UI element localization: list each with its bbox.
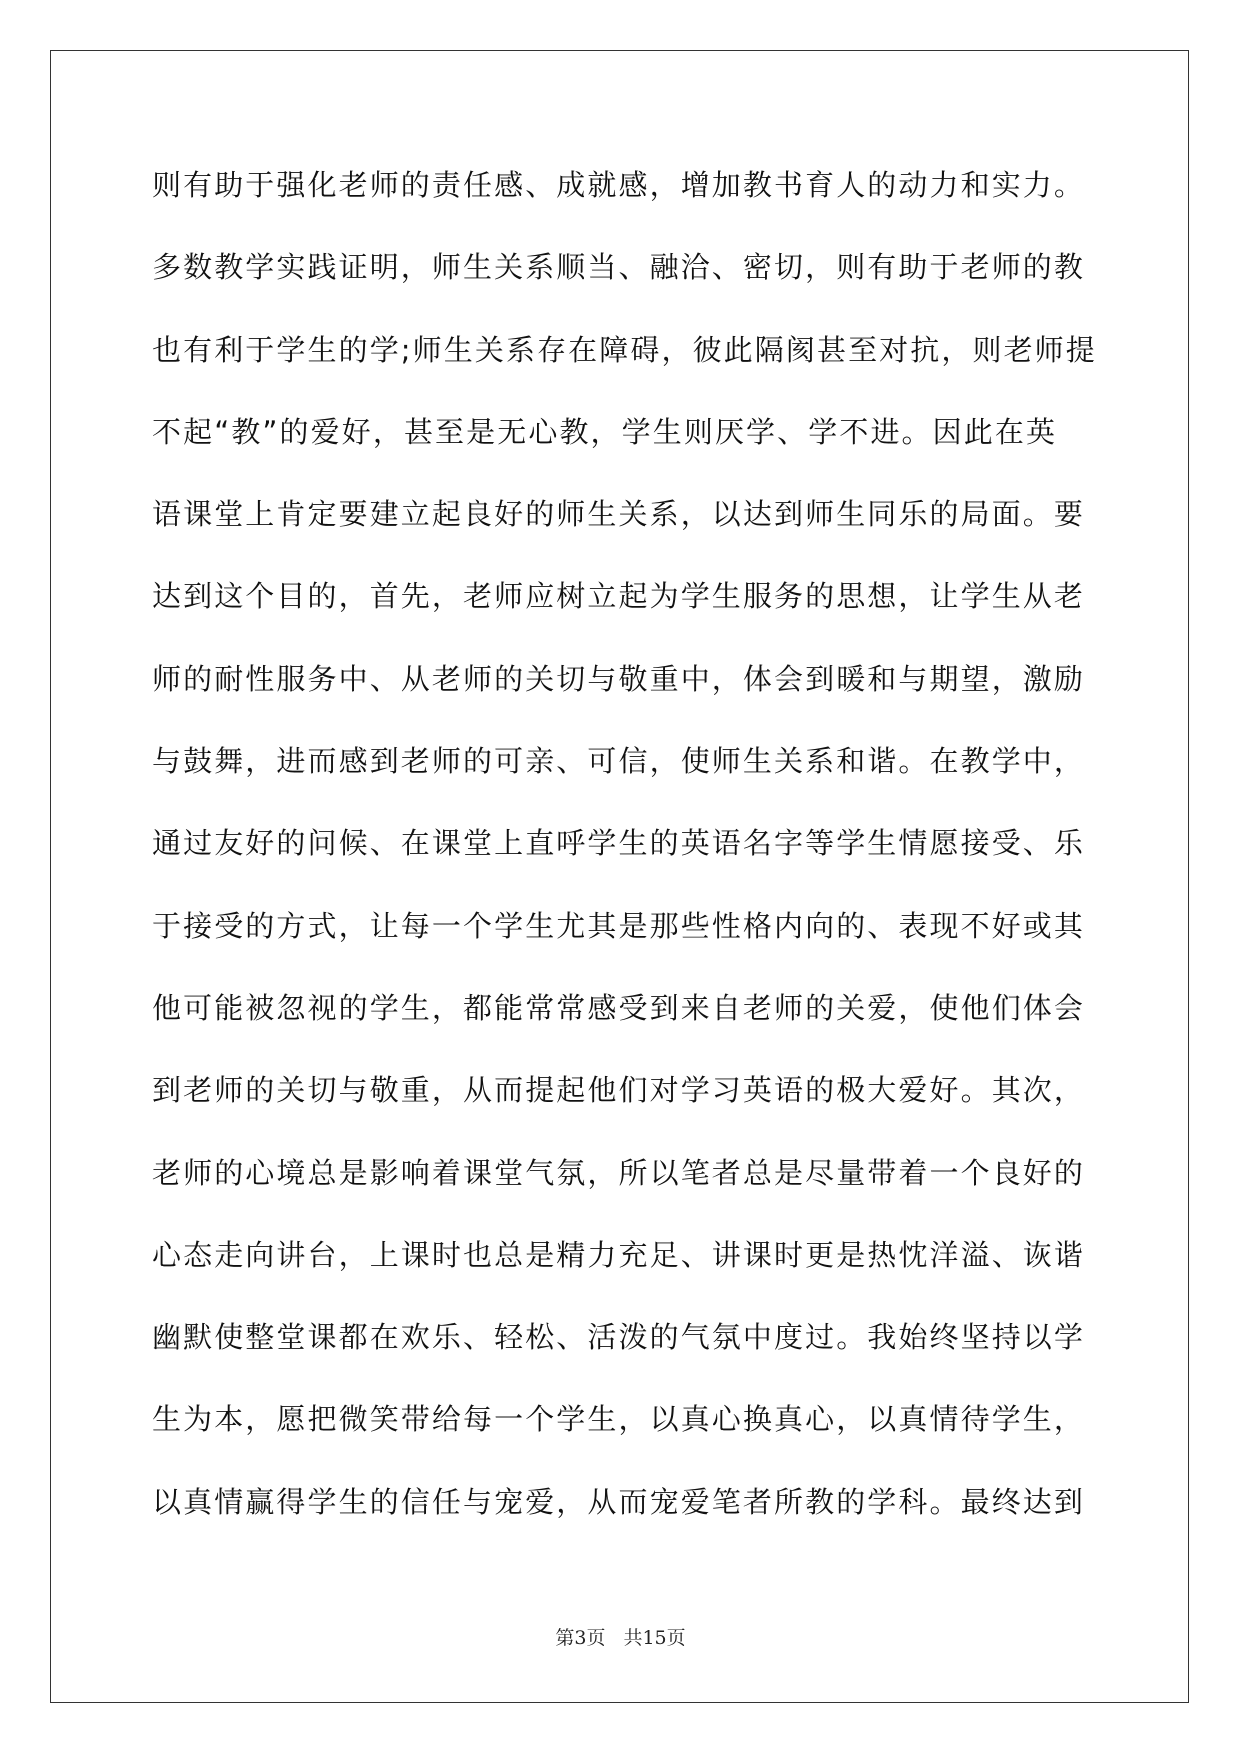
text-line: 达到这个目的，首先，老师应树立起为学生服务的思想，让学生从老 <box>152 579 1086 614</box>
text-line: 也有利于学生的学;师生关系存在障碍，彼此隔阂甚至对抗，则老师提 <box>152 332 1097 367</box>
text-line: 以真情赢得学生的信任与宠爱，从而宠爱笔者所教的学科。最终达到 <box>152 1484 1086 1519</box>
text-line: 他可能被忽视的学生，都能常常感受到来自老师的关爱，使他们体会 <box>152 990 1086 1025</box>
page-total: 共15页 <box>623 1627 686 1649</box>
page-number: 第3页 <box>555 1627 606 1649</box>
text-line: 多数教学实践证明，师生关系顺当、融洽、密切，则有助于老师的教 <box>152 250 1086 285</box>
text-line: 老师的心境总是影响着课堂气氛，所以笔者总是尽量带着一个良好的 <box>152 1155 1086 1190</box>
text-line: 与鼓舞，进而感到老师的可亲、可信，使师生关系和谐。在教学中， <box>152 744 1086 779</box>
text-line: 心态走向讲台，上课时也总是精力充足、讲课时更是热忱洋溢、诙谐 <box>152 1237 1086 1272</box>
text-line: 不起“教”的爱好，甚至是无心教，学生则厌学、学不进。因此在英 <box>152 414 1058 449</box>
text-line: 师的耐性服务中、从老师的关切与敬重中，体会到暖和与期望，激励 <box>152 661 1086 696</box>
text-line: 通过友好的问候、在课堂上直呼学生的英语名字等学生情愿接受、乐 <box>152 826 1086 861</box>
page-footer <box>0 1623 1241 1650</box>
text-line: 则有助于强化老师的责任感、成就感，增加教书育人的动力和实力。 <box>152 168 1086 202</box>
text-line: 语课堂上肯定要建立起良好的师生关系，以达到师生同乐的局面。要 <box>152 497 1086 532</box>
text-line: 生为本，愿把微笑带给每一个学生，以真心换真心，以真情待学生， <box>152 1402 1086 1437</box>
text-line: 幽默使整堂课都在欢乐、轻松、活泼的气氛中度过。我始终坚持以学 <box>152 1320 1086 1355</box>
text-line: 于接受的方式，让每一个学生尤其是那些性格内向的、表现不好或其 <box>152 908 1086 943</box>
text-line: 到老师的关切与敬重，从而提起他们对学习英语的极大爱好。其次， <box>152 1073 1086 1108</box>
document-body <box>152 156 1097 1555</box>
